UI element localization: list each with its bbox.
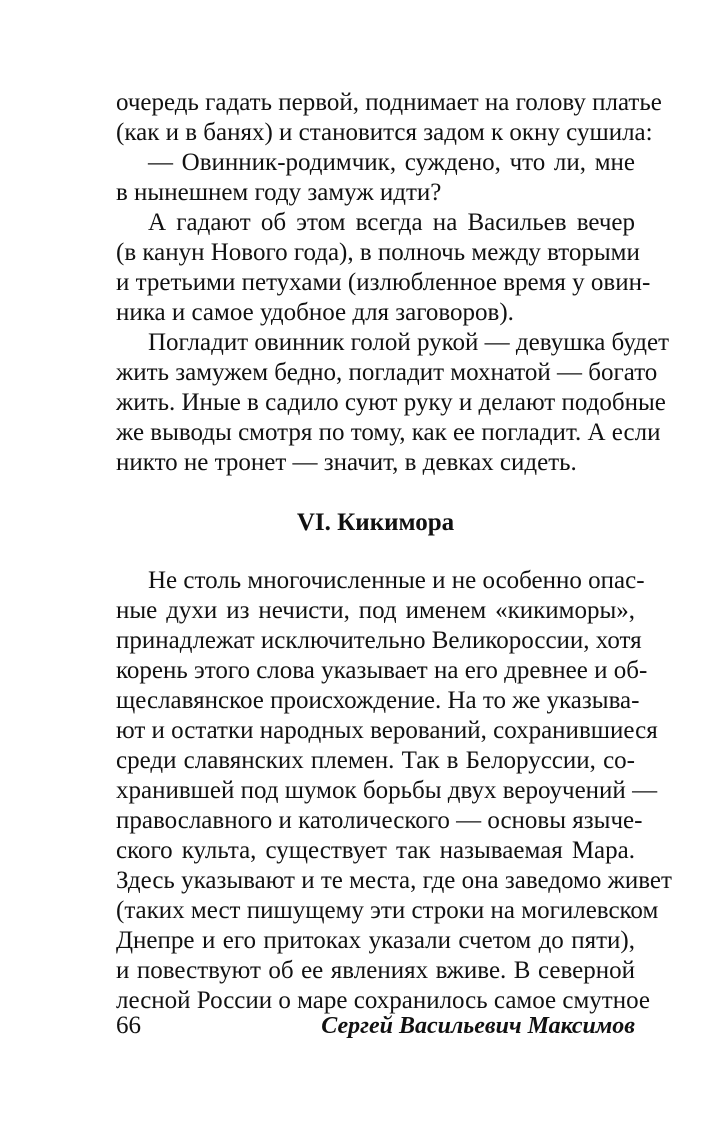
text-line: же выводы смотря по тому, как ее погладит. А если <box>116 419 661 446</box>
running-author: Сергей Васильевич Максимов <box>321 1013 635 1039</box>
text-line: православного и католического — основы языче- <box>116 807 643 834</box>
chapter-heading: VI. Кикимора <box>296 509 455 536</box>
top-text-block <box>116 88 669 478</box>
text-line: жить замужем бедно, погладит мохнатой — богато <box>116 359 658 386</box>
text-line: ные духи из нечисти, под именем «кикиморы», <box>116 597 635 624</box>
text-line: Днепре и его притоках указали счетом до пяти), <box>116 927 635 954</box>
text-line: и третьими петухами (излюбленное время у овин- <box>116 269 651 296</box>
chapter-text-block <box>116 566 672 1016</box>
text-line: в нынешнем году замуж идти? <box>116 179 442 206</box>
text-line: Здесь указывают и те места, где она заведомо живет <box>116 867 672 894</box>
text-line: хранившей под шумок борьбы двух вероучений — <box>116 777 658 804</box>
text-line: принадлежат исключительно Великороссии, хотя <box>116 627 642 654</box>
text-line: корень этого слова указывает на его древнее и об- <box>116 657 648 684</box>
text-line: ника и самое удобное для заговоров). <box>116 299 514 326</box>
text-line: среди славянских племен. Так в Белоруссии, со- <box>116 747 635 774</box>
text-line: (в канун Нового года), в полночь между вторыми <box>116 239 640 266</box>
text-line: (таких мест пишущему эти строки на могилевском <box>116 897 659 924</box>
text-line: ют и остатки народных верований, сохранившиеся <box>116 717 658 744</box>
text-line: лесной России о маре сохранилось самое смутное <box>116 987 651 1014</box>
text-line: А гадают об этом всегда на Васильев вечер <box>148 209 635 236</box>
page-footer <box>116 1010 635 1042</box>
text-line: Погладит овинник голой рукой — девушка будет <box>148 329 669 356</box>
text-line: жить. Иные в садило суют руку и делают подобные <box>116 389 666 416</box>
text-line: и повествуют об ее явлениях вживе. В северной <box>116 957 635 984</box>
text-line: — Овинник-родимчик, суждено, что ли, мне <box>148 149 635 176</box>
text-line: (как и в банях) и становится задом к окну сушила: <box>116 119 653 146</box>
text-line: никто не тронет — значит, в девках сидеть. <box>116 449 577 476</box>
text-line: ского культа, существует так называемая Мара. <box>116 837 635 864</box>
text-line: очередь гадать первой, поднимает на голову платье <box>116 89 662 116</box>
text-line: щеславянское происхождение. На то же указыва- <box>116 687 640 714</box>
text-line: Не столь многочисленные и не особенно опас- <box>148 567 645 594</box>
page-number: 66 <box>116 1012 141 1039</box>
